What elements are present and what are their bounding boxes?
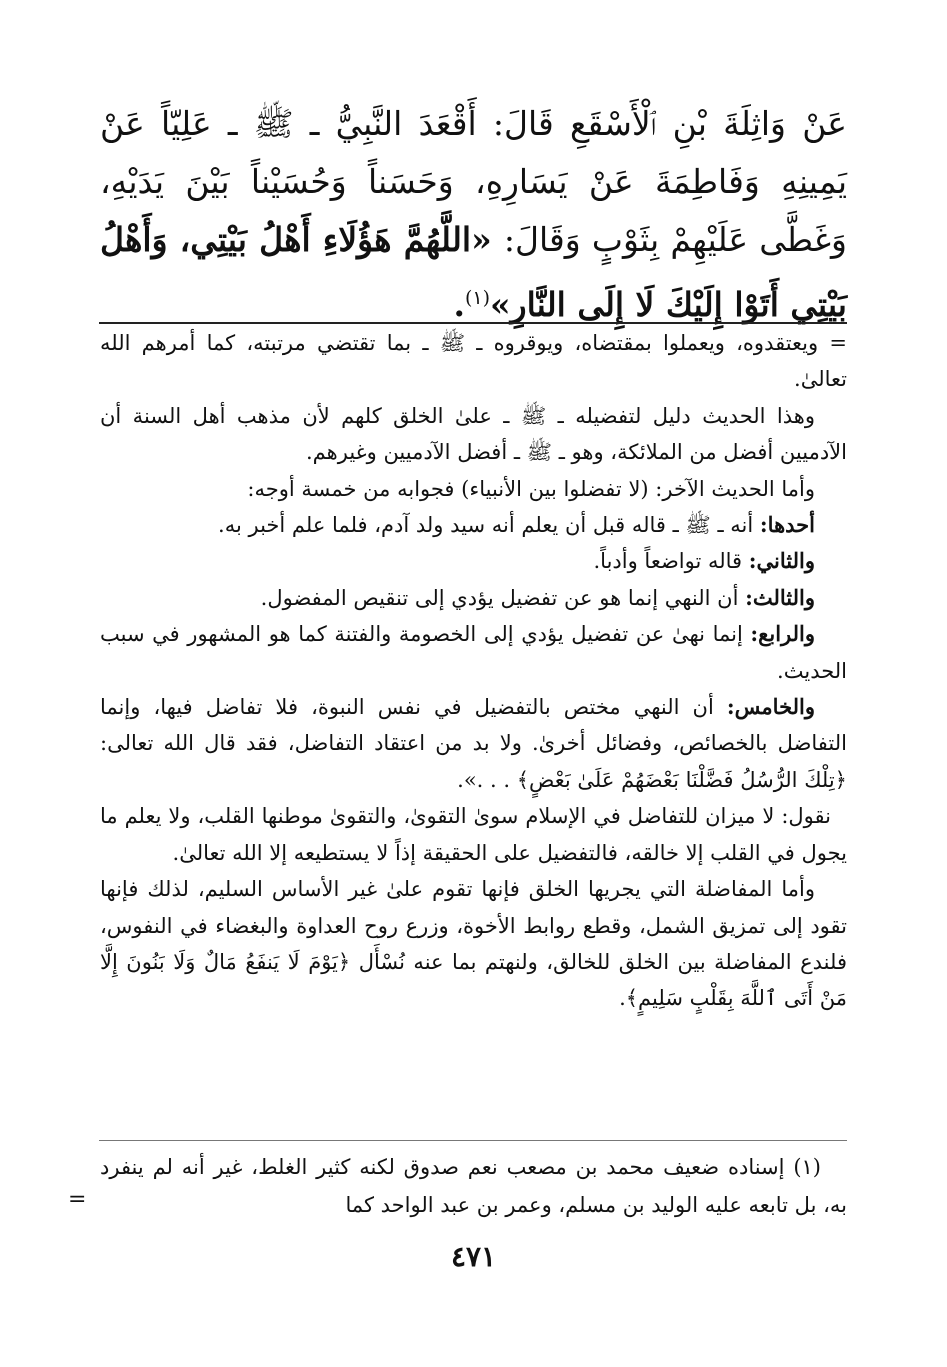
answer-label: والرابع: — [750, 621, 815, 647]
answer-second — [100, 543, 847, 579]
answer-fourth — [100, 616, 847, 689]
commentary-paragraph: وهذا الحديث دليل لتفضيله ـ ﷺ ـ علىٰ الخلق كلهم لأن مذهب أهل السنة أن الآدميين أفضل من الملائكة، وهو ـ ﷺ ـ أفضل الآدميين وغيرهم. — [100, 403, 847, 465]
hadith-lead: عَنْ وَاثِلَةَ بْنِ ٱلْأَسْقَعِ قَالَ: أَقْعَدَ النَّبِيُّ ـ ﷺ ـ عَلِيّاً عَنْ يَمِينِهِ وَفَاطِمَةَ عَنْ يَسَارِهِ، وَحَسَناً وَحُسَيْناً بَيْنَ يَدَيْهِ، وَغَطَّى عَلَيْهِمْ بِثَوْبٍ وَقَالَ: — [100, 104, 847, 259]
answer-label: أحدها: — [759, 512, 815, 538]
answer-text: قاله تواضعاً وأدباً. — [593, 549, 743, 574]
commentary-paragraph — [100, 871, 847, 1017]
hadith-text — [100, 95, 847, 334]
answer-label: والثالث: — [745, 584, 815, 610]
quran-verse: ﴿تِلْكَ الرُّسُلُ فَضَّلْنَا بَعْضَهُمْ عَلَىٰ بَعْضٍ﴾ . . . — [476, 767, 847, 792]
section-divider — [99, 322, 847, 324]
commentary-continuation: = ويعتقدوه، ويعملوا بمقتضاه، ويوقروه ـ ﷺ ـ بما تقتضي مرتبته، كما أمرهم الله تعالىٰ. — [100, 331, 847, 392]
page-number: ٤٧١ — [450, 1240, 497, 1273]
footnote-continue-mark: = — [68, 1187, 87, 1212]
quran-verse: ﴿يَوْمَ لَا يَنفَعُ مَالٌ وَلَا بَنُونَ إِلَّا مَنْ أَتَى ٱللَّهَ بِقَلْبٍ سَلِيمٍ﴾ — [100, 949, 847, 1011]
commentary-paragraph: وأما الحديث الآخر: (لا تفضلوا بين الأنبياء) فجوابه من خمسة أوجه: — [247, 476, 815, 501]
footnote-text: (١) إسناده ضعيف محمد بن مصعب نعم صدوق لكنه كثير الغلط، غير أنه لم ينفرد به، بل تابعه عليه الوليد بن مسلم، وعمر بن عبد الواحد كما — [100, 1155, 847, 1217]
answer-end: ». — [457, 767, 477, 792]
commentary-text — [100, 325, 847, 1017]
answer-text: إنما نهىٰ عن تفضيل يؤدي إلى الخصومة والفتنة كما هو المشهور في سبب الحديث. — [100, 622, 847, 683]
answer-text: أن النهي إنما هو عن تفضيل يؤدي إلى تنقيص المفضول. — [260, 585, 739, 610]
answer-text: أنه ـ ﷺ ـ قاله قبل أن يعلم أنه سيد ولد آدم، فلما علم أخبر به. — [218, 513, 754, 538]
commentary-paragraph: نقول: لا ميزان للتفاضل في الإسلام سوىٰ التقوىٰ، والتقوىٰ موطنها القلب، ولا يعلم ما يجول في القلب إلا خالقه، فالتفضيل على الحقيقة إذاً لا يستطيعه إلا الله تعالىٰ. — [100, 804, 847, 865]
footnote-section — [100, 1148, 847, 1224]
paragraph-text: وأما المفاضلة التي يجريها الخلق فإنها تقوم علىٰ غير الأساس السليم، لذلك فإنها تقود إلى تمزيق الشمل، وقطع روابط الأخوة، وزرع روح العداوة والبغضاء في النفوس، فلندع المفاضلة بين الخلق للخالق، ولنهتم بما عنه نُسْأَل — [100, 877, 847, 974]
footnote-marker: (١) — [464, 287, 491, 309]
answer-label: والخامس: — [726, 694, 816, 720]
answer-label: والثاني: — [748, 548, 815, 574]
answer-text: أن النهي مختص بالتفضيل في نفس النبوة، فلا تفاضل فيها، وإنما التفاضل بالخصائص، وفضائل أخرىٰ. ولا بد من اعتقاد التفاضل، فقد قال الله تعالى: — [100, 695, 847, 756]
paragraph-end: . — [619, 986, 626, 1011]
answer-third — [100, 580, 847, 616]
footnote-divider — [99, 1140, 847, 1141]
answer-first — [100, 507, 847, 543]
hadith-end: . — [453, 285, 465, 324]
answer-fifth — [100, 689, 847, 798]
hadith-quote: «اللَّهُمَّ هَؤُلَاءِ أَهْلُ بَيْتِي، وَأَهْلُ بَيْتِي أَتَوْا إِلَيْكَ لَا إِلَى النَّارِ» — [100, 220, 847, 324]
